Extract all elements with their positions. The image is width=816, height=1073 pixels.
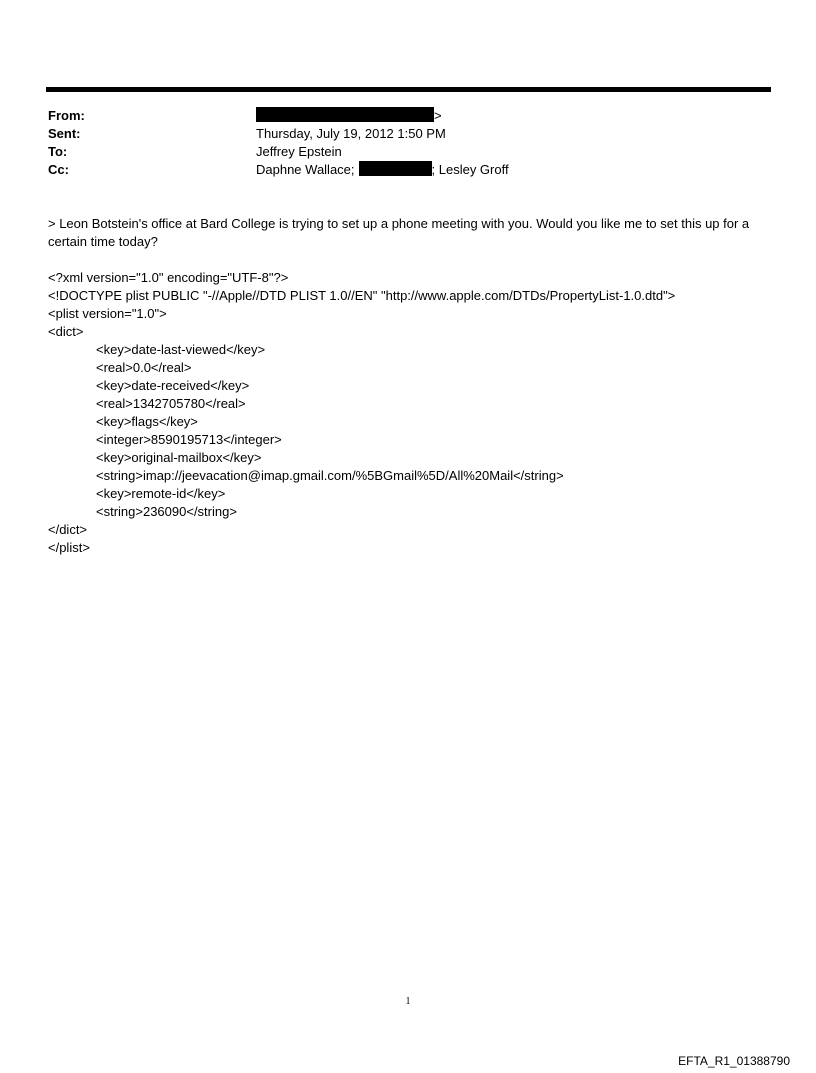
message-paragraph: > Leon Botstein's office at Bard College is trying to set up a phone meeting with you. Would you like me to set this up for a certain time today?	[48, 216, 750, 249]
xml-line: <real>0.0</real>	[96, 360, 192, 375]
xml-line: <dict>	[48, 324, 84, 339]
cc-recipient-1: Daphne Wallace;	[256, 162, 355, 177]
sent-value: Thursday, July 19, 2012 1:50 PM	[256, 126, 446, 141]
page-number: 1	[405, 996, 411, 1007]
redaction-box	[256, 107, 434, 122]
redaction-box	[359, 161, 432, 176]
xml-line: <plist version="1.0">	[48, 306, 167, 321]
xml-line: </dict>	[48, 522, 88, 537]
message-body	[48, 215, 772, 251]
xml-line: <!DOCTYPE plist PUBLIC "-//Apple//DTD PLIST 1.0//EN" "http://www.apple.com/DTDs/PropertyList-1.0.dtd">	[48, 288, 676, 303]
xml-line: <?xml version="1.0" encoding="UTF-8"?>	[48, 270, 289, 285]
xml-line: <key>original-mailbox</key>	[96, 450, 262, 465]
xml-line: <key>date-received</key>	[96, 378, 250, 393]
cc-value	[256, 161, 509, 179]
cc-recipient-3: ; Lesley Groff	[431, 162, 509, 177]
xml-line: <key>flags</key>	[96, 414, 198, 429]
xml-line: <key>remote-id</key>	[96, 486, 226, 501]
plist-xml-block	[48, 269, 772, 557]
bates-number: EFTA_R1_01388790	[678, 1054, 790, 1068]
header-rule	[46, 87, 771, 92]
from-value	[256, 107, 442, 125]
from-label: From:	[48, 108, 85, 123]
xml-line: <string>imap://jeevacation@imap.gmail.com/%5BGmail%5D/All%20Mail</string>	[96, 468, 564, 483]
to-label: To:	[48, 144, 68, 159]
xml-line: <string>236090</string>	[96, 504, 237, 519]
sent-label: Sent:	[48, 126, 81, 141]
xml-line: <real>1342705780</real>	[96, 396, 246, 411]
cc-row	[48, 161, 768, 179]
sent-row	[48, 125, 768, 143]
to-row	[48, 143, 768, 161]
xml-line: <key>date-last-viewed</key>	[96, 342, 266, 357]
to-value: Jeffrey Epstein	[256, 144, 342, 159]
from-suffix: >	[434, 108, 442, 123]
cc-label: Cc:	[48, 162, 69, 177]
xml-line: <integer>8590195713</integer>	[96, 432, 282, 447]
xml-line: </plist>	[48, 540, 90, 555]
email-header	[48, 107, 768, 179]
from-row	[48, 107, 768, 125]
